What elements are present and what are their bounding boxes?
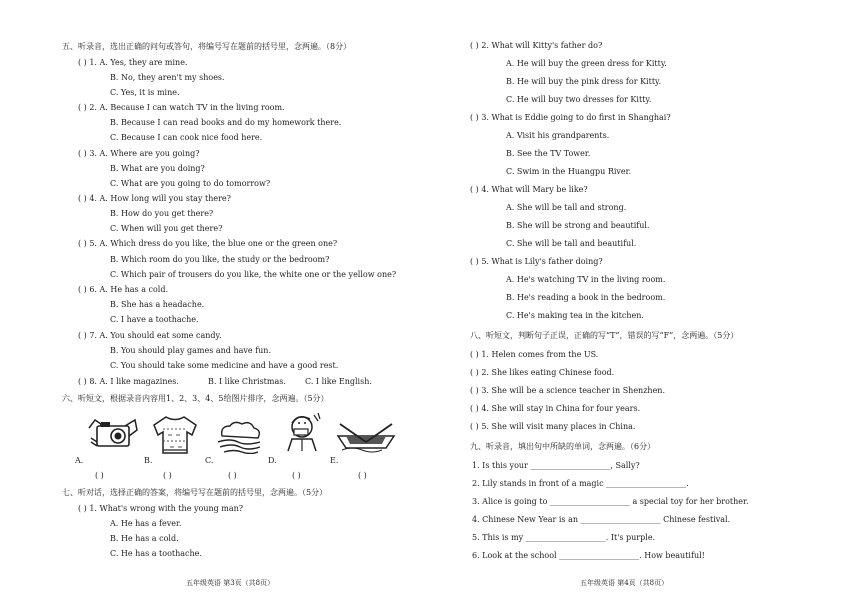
section-8-title: 八、听短文，判断句子正误，正确的写“T”，错误的写“F”，念两遍。（5分） — [470, 331, 739, 340]
s7-q5-a: A. He's watching TV in the living room. — [506, 275, 666, 284]
s5-q2: ( ) 2. A. Because I can watch TV in the living room. — [78, 103, 285, 112]
s9-q1: 1. Is this your ____________________, Sally? — [472, 461, 640, 470]
pic-answer-b[interactable]: ( ) — [163, 471, 172, 480]
s7-q4-c: C. She will be tall and beautiful. — [506, 239, 637, 248]
left-page-footer: 五年级英语 第3页（共8页） — [186, 579, 275, 587]
s8-q4: ( ) 4. She will stay in China for four years. — [470, 404, 641, 413]
s9-q4: 4. Chinese New Year is an ____________________ Chinese festival. — [472, 515, 731, 524]
s5-q6-c: C. I have a toothache. — [110, 315, 199, 324]
right-page-footer: 五年级英语 第4页（共8页） — [580, 579, 669, 587]
pic-answer-a[interactable]: ( ) — [95, 471, 104, 480]
s5-q8-c: C. I like English. — [305, 377, 372, 386]
s7-q2-a: A. He will buy the green dress for Kitty. — [506, 59, 667, 68]
s9-q6: 6. Look at the school ____________________. How beautiful! — [472, 551, 705, 560]
s5-q7: ( ) 7. A. You should eat some candy. — [78, 331, 222, 340]
s7-q5-c: C. He's making tea in the kitchen. — [506, 311, 644, 320]
s7-q3: ( ) 3. What is Eddie going to do first in Shanghai? — [470, 113, 671, 122]
s5-q6: ( ) 6. A. He has a cold. — [78, 285, 169, 294]
s7-q1-b: B. He has a cold. — [110, 534, 179, 543]
s8-q3: ( ) 3. She will be a science teacher in Shenzhen. — [470, 386, 666, 395]
boat-icon — [336, 420, 396, 458]
s7-q2: ( ) 2. What will Kitty's father do? — [470, 41, 603, 50]
s5-q4: ( ) 4. A. How long will you stay there? — [78, 194, 231, 203]
s5-q5-b: B. Which room do you like, the study or the bedroom? — [110, 255, 330, 264]
s5-q5-c: C. Which pair of trousers do you like, the white one or the yellow one? — [110, 270, 397, 279]
s7-q5-b: B. He's reading a book in the bedroom. — [506, 293, 666, 302]
s7-q3-b: B. See the TV Tower. — [506, 149, 591, 158]
s7-q3-c: C. Swim in the Huangpu River. — [506, 167, 632, 176]
s5-q8: ( ) 8. A. I like magazines. — [78, 377, 179, 386]
s5-q5: ( ) 5. A. Which dress do you like, the blue one or the green one? — [78, 239, 338, 248]
s5-q1-b: B. No, they aren't my shoes. — [110, 73, 225, 82]
s7-q4: ( ) 4. What will Mary be like? — [470, 185, 588, 194]
pic-label-c: C. — [205, 456, 214, 465]
section-7-title: 七、听对话，选择正确的答案，将编号写在题前的括号里，念两遍。（5分） — [62, 488, 328, 497]
camera-icon — [85, 416, 140, 456]
pic-answer-d[interactable]: ( ) — [292, 471, 301, 480]
section-9-title: 九、听录音，填出句中所缺的单词，念两遍。（6分） — [470, 442, 656, 451]
s5-q1: ( ) 1. A. Yes, they are mine. — [78, 58, 188, 67]
s7-q5: ( ) 5. What is Lily's father doing? — [470, 257, 603, 266]
s5-q3-b: B. What are you doing? — [110, 164, 205, 173]
s5-q1-c: C. Yes, it is mine. — [110, 88, 180, 97]
s5-q6-b: B. She has a headache. — [110, 300, 205, 309]
s5-q4-c: C. When will you get there? — [110, 224, 223, 233]
s5-q4-b: B. How do you get there? — [110, 209, 214, 218]
s5-q3: ( ) 3. A. Where are you going? — [78, 149, 200, 158]
s5-q7-b: B. You should play games and have fun. — [110, 346, 271, 355]
s9-q2: 2. Lily stands in front of a magic ____________________. — [472, 479, 689, 488]
pic-label-d: D. — [268, 456, 277, 465]
s8-q2: ( ) 2. She likes eating Chinese food. — [470, 368, 615, 377]
s7-q1-a: A. He has a fever. — [110, 519, 182, 528]
pic-answer-e[interactable]: ( ) — [358, 471, 367, 480]
pic-label-a: A. — [75, 456, 84, 465]
s7-q4-a: A. She will be tall and strong. — [506, 203, 627, 212]
s5-q7-c: C. You should take some medicine and have a good rest. — [110, 361, 339, 370]
right-page — [430, 0, 860, 608]
s7-q4-b: B. She will be strong and beautiful. — [506, 221, 650, 230]
s5-q3-c: C. What are you going to do tomorrow? — [110, 179, 271, 188]
s5-q2-b: B. Because I can read books and do my homework there. — [110, 118, 342, 127]
section-5-title: 五、听录音，选出正确的问句或答句，将编号写在题前的括号里，念两遍。（8分） — [62, 42, 352, 51]
s7-q1-c: C. He has a toothache. — [110, 549, 202, 558]
pic-label-e: E. — [330, 456, 339, 465]
s8-q5: ( ) 5. She will visit many places in China. — [470, 422, 636, 431]
s7-q1: ( ) 1. What's wrong with the young man? — [78, 504, 244, 513]
s5-q2-c: C. Because I can cook nice food here. — [110, 133, 263, 142]
s7-q2-b: B. He will buy the pink dress for Kitty. — [506, 77, 662, 86]
s5-q8-b: B. I like Christmas. — [208, 377, 286, 386]
s9-q3: 3. Alice is going to ____________________ a special toy for her brother. — [472, 497, 749, 506]
sick-boy-icon — [284, 411, 324, 459]
pic-label-b: B. — [144, 456, 153, 465]
s7-q3-a: A. Visit his grandparents. — [506, 131, 610, 140]
s7-q2-c: C. He will buy two dresses for Kitty. — [506, 95, 652, 104]
wind-cloud-icon — [214, 418, 264, 458]
pic-answer-c[interactable]: ( ) — [228, 471, 237, 480]
sweater-icon — [152, 413, 198, 459]
s8-q1: ( ) 1. Helen comes from the US. — [470, 350, 599, 359]
section-6-title: 六、听短文，根据录音内容用1、2、3、4、5给图片排序，念两遍。（5分） — [62, 394, 329, 403]
s9-q5: 5. This is my ____________________. It's purple. — [472, 533, 656, 542]
